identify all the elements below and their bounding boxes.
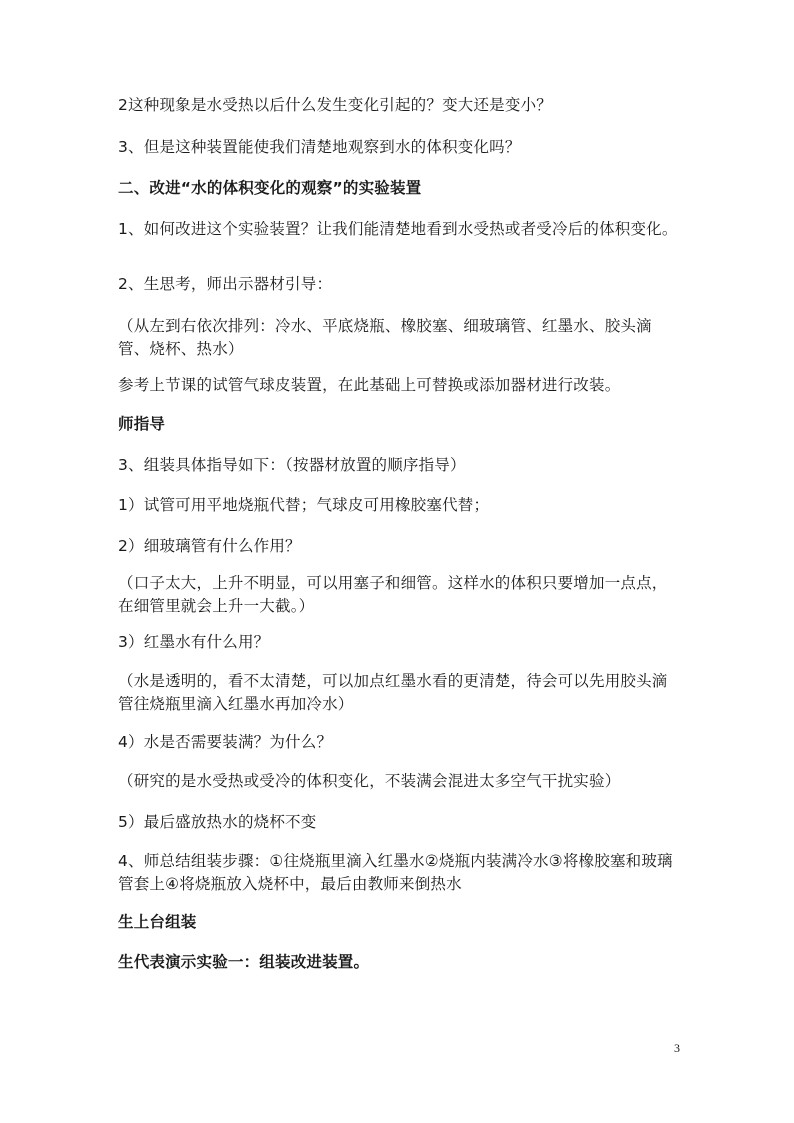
guidance-item: 1）试管可用平地烧瓶代替；气球皮可用橡胶塞代替； bbox=[118, 496, 490, 514]
question-paragraph: 1、如何改进这个实验装置？让我们能清楚地看到水受热或者受冷后的体积变化。 bbox=[118, 220, 678, 238]
subheading-student-assembly: 生上台组装 bbox=[118, 913, 197, 931]
summary-paragraph: 4、师总结组装步骤：①往烧瓶里滴入红墨水②烧瓶内装满冷水③将橡胶塞和玻璃管套上④将烧瓶放入烧杯中，最后由教师来倒热水 bbox=[118, 852, 673, 893]
subheading-student-demo: 生代表演示实验一：组装改进装置。 bbox=[118, 953, 370, 971]
section-heading: 二、改进“水的体积变化的观察”的实验装置 bbox=[118, 179, 422, 197]
step-paragraph: 3、组装具体指导如下：（按器材放置的顺序指导） bbox=[118, 456, 466, 474]
question-paragraph: 3、但是这种装置能使我们清楚地观察到水的体积变化吗？ bbox=[118, 138, 521, 156]
guidance-item: 2）细玻璃管有什么作用？ bbox=[118, 537, 301, 555]
equipment-list-paragraph: （从左到右依次排列：冷水、平底烧瓶、橡胶塞、细玻璃管、红墨水、胶头滴管、烧杯、热水） bbox=[118, 317, 652, 358]
question-paragraph: 2这种现象是水受热以后什么发生变化引起的？变大还是变小？ bbox=[118, 96, 552, 114]
page-number: 3 bbox=[674, 1041, 680, 1055]
answer-paragraph: （水是透明的，看不太清楚，可以加点红墨水看的更清楚，待会可以先用胶头滴管往烧瓶里滴入红墨水再加冷水） bbox=[118, 672, 668, 713]
subheading-teacher-guidance: 师指导 bbox=[118, 415, 166, 433]
guidance-item: 3）红墨水有什么用？ bbox=[118, 633, 270, 651]
guidance-item: 5）最后盛放热水的烧杯不变 bbox=[118, 813, 317, 831]
guidance-item: 4）水是否需要装满？为什么？ bbox=[118, 733, 333, 751]
step-paragraph: 2、生思考，师出示器材引导： bbox=[118, 275, 333, 293]
reference-paragraph: 参考上节课的试管气球皮装置，在此基础上可替换或添加器材进行改装。 bbox=[118, 376, 621, 394]
answer-paragraph: （研究的是水受热或受冷的体积变化，不装满会混进太多空气干扰实验） bbox=[118, 772, 621, 790]
answer-paragraph: （口子太大，上升不明显，可以用塞子和细管。这样水的体积只要增加一点点，在细管里就会上升一大截。） bbox=[118, 574, 668, 615]
